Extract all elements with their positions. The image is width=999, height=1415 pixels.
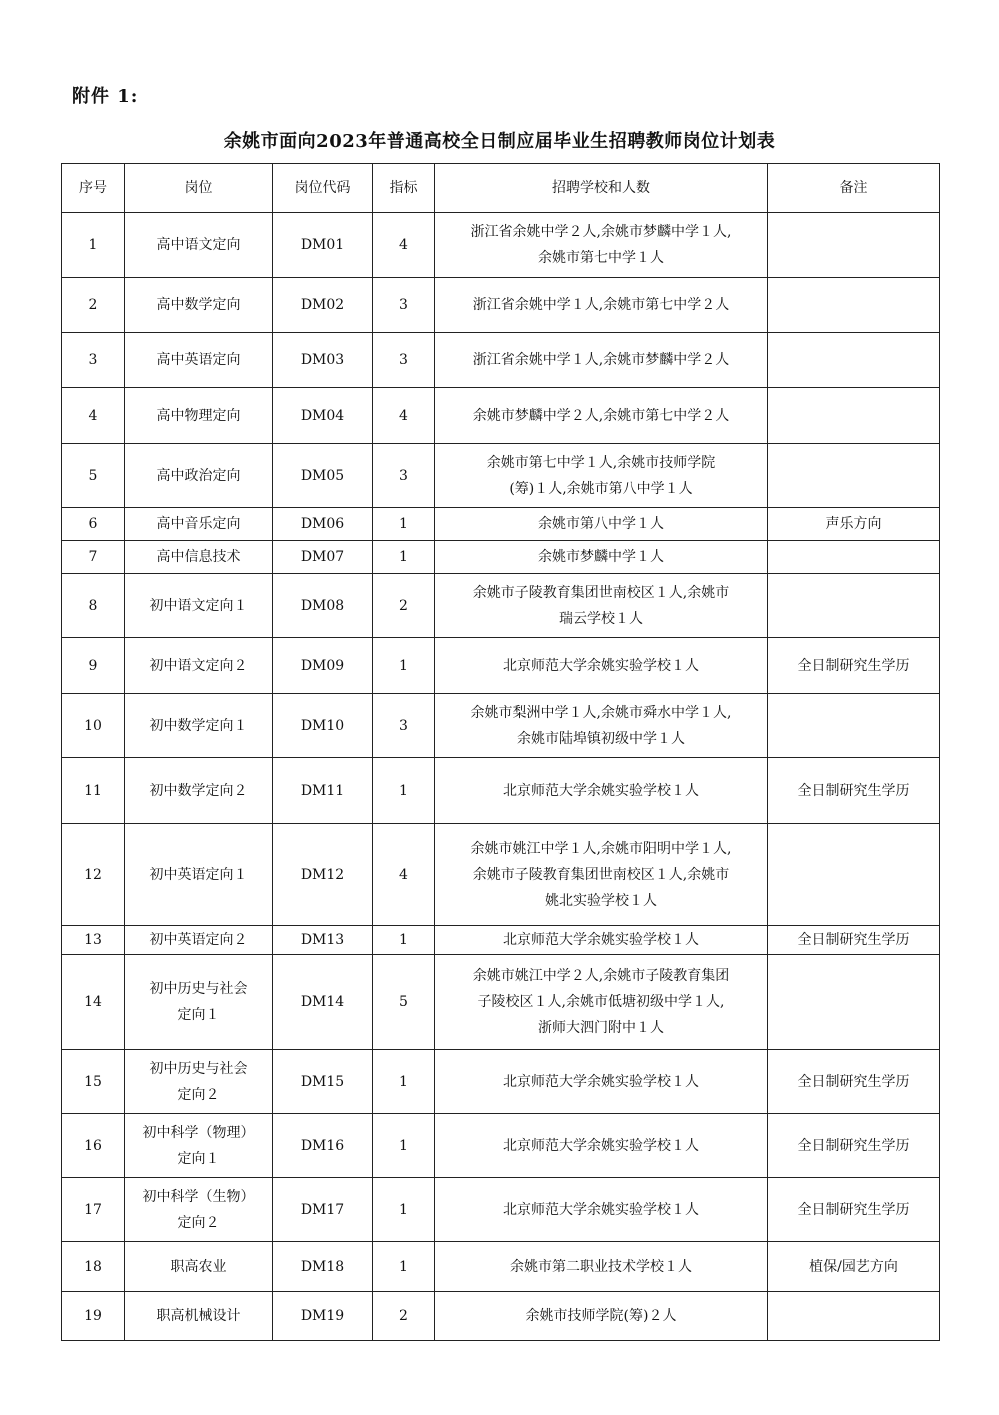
cell-quota: 4 (373, 824, 435, 926)
table-row (62, 508, 940, 541)
cell-no: 8 (62, 574, 125, 638)
cell-quota: 4 (373, 388, 435, 444)
cell-note: 全日制研究生学历 (768, 1050, 940, 1114)
cell-position: 初中语文定向１ (125, 574, 273, 638)
cell-no: 7 (62, 541, 125, 574)
cell-schools: 余姚市第八中学１人 (435, 508, 768, 541)
cell-schools: 余姚市姚江中学２人,余姚市子陵教育集团 子陵校区１人,余姚市低塘初级中学１人, 浙师大泗门附中１人 (435, 955, 768, 1050)
cell-no: 17 (62, 1178, 125, 1242)
cell-code: DM08 (273, 574, 373, 638)
cell-quota: 1 (373, 638, 435, 694)
header-code: 岗位代码 (273, 164, 373, 213)
header-no: 序号 (62, 164, 125, 213)
table-row (62, 388, 940, 444)
cell-quota: 1 (373, 1178, 435, 1242)
table-row (62, 444, 940, 508)
cell-no: 12 (62, 824, 125, 926)
header-note: 备注 (768, 164, 940, 213)
cell-quota: 1 (373, 508, 435, 541)
cell-schools: 余姚市技师学院(筹)２人 (435, 1292, 768, 1341)
cell-quota: 2 (373, 1292, 435, 1341)
cell-note (768, 955, 940, 1050)
cell-quota: 2 (373, 574, 435, 638)
cell-note (768, 574, 940, 638)
cell-position: 初中英语定向２ (125, 926, 273, 955)
cell-no: 10 (62, 694, 125, 758)
cell-schools: 北京师范大学余姚实验学校１人 (435, 1178, 768, 1242)
cell-code: DM04 (273, 388, 373, 444)
table-row (62, 758, 940, 824)
cell-quota: 4 (373, 213, 435, 278)
cell-note: 植保/园艺方向 (768, 1242, 940, 1292)
recruitment-plan-table (61, 163, 940, 1341)
cell-schools: 浙江省余姚中学１人,余姚市第七中学２人 (435, 278, 768, 333)
cell-position: 高中音乐定向 (125, 508, 273, 541)
cell-quota: 3 (373, 694, 435, 758)
cell-no: 6 (62, 508, 125, 541)
cell-code: DM11 (273, 758, 373, 824)
table-row (62, 694, 940, 758)
cell-quota: 1 (373, 1050, 435, 1114)
cell-code: DM19 (273, 1292, 373, 1341)
cell-schools: 北京师范大学余姚实验学校１人 (435, 638, 768, 694)
cell-position: 初中语文定向２ (125, 638, 273, 694)
cell-schools: 北京师范大学余姚实验学校１人 (435, 758, 768, 824)
cell-code: DM01 (273, 213, 373, 278)
cell-position: 高中语文定向 (125, 213, 273, 278)
cell-note (768, 1292, 940, 1341)
cell-note (768, 444, 940, 508)
cell-schools: 北京师范大学余姚实验学校１人 (435, 1114, 768, 1178)
table-row (62, 955, 940, 1050)
cell-note (768, 694, 940, 758)
cell-position: 初中科学（生物） 定向２ (125, 1178, 273, 1242)
cell-code: DM10 (273, 694, 373, 758)
header-row (62, 164, 940, 213)
table-row (62, 278, 940, 333)
cell-quota: 5 (373, 955, 435, 1050)
cell-no: 13 (62, 926, 125, 955)
cell-quota: 1 (373, 1114, 435, 1178)
header-schools: 招聘学校和人数 (435, 164, 768, 213)
cell-schools: 浙江省余姚中学１人,余姚市梦麟中学２人 (435, 333, 768, 388)
table-row (62, 333, 940, 388)
cell-note: 全日制研究生学历 (768, 1178, 940, 1242)
cell-code: DM18 (273, 1242, 373, 1292)
cell-position: 高中数学定向 (125, 278, 273, 333)
cell-quota: 3 (373, 444, 435, 508)
table-row (62, 824, 940, 926)
cell-schools: 余姚市第七中学１人,余姚市技师学院 (筹)１人,余姚市第八中学１人 (435, 444, 768, 508)
cell-position: 初中数学定向２ (125, 758, 273, 824)
cell-position: 职高机械设计 (125, 1292, 273, 1341)
cell-code: DM06 (273, 508, 373, 541)
cell-schools: 浙江省余姚中学２人,余姚市梦麟中学１人, 余姚市第七中学１人 (435, 213, 768, 278)
cell-code: DM15 (273, 1050, 373, 1114)
cell-note: 全日制研究生学历 (768, 758, 940, 824)
cell-position: 职高农业 (125, 1242, 273, 1292)
header-quota: 指标 (373, 164, 435, 213)
cell-position: 高中物理定向 (125, 388, 273, 444)
cell-quota: 1 (373, 758, 435, 824)
cell-quota: 1 (373, 926, 435, 955)
table-row (62, 213, 940, 278)
table-row (62, 926, 940, 955)
cell-note: 全日制研究生学历 (768, 638, 940, 694)
cell-schools: 余姚市第二职业技术学校１人 (435, 1242, 768, 1292)
attachment-label: 附件 1: (72, 86, 139, 107)
table-row (62, 541, 940, 574)
cell-no: 4 (62, 388, 125, 444)
cell-schools: 余姚市梦麟中学２人,余姚市第七中学２人 (435, 388, 768, 444)
cell-quota: 1 (373, 1242, 435, 1292)
cell-schools: 余姚市梦麟中学１人 (435, 541, 768, 574)
cell-note (768, 278, 940, 333)
cell-no: 3 (62, 333, 125, 388)
cell-code: DM09 (273, 638, 373, 694)
cell-note (768, 541, 940, 574)
cell-note (768, 333, 940, 388)
cell-position: 初中历史与社会 定向１ (125, 955, 273, 1050)
cell-code: DM13 (273, 926, 373, 955)
cell-position: 初中科学（物理） 定向１ (125, 1114, 273, 1178)
cell-schools: 北京师范大学余姚实验学校１人 (435, 926, 768, 955)
cell-position: 高中信息技术 (125, 541, 273, 574)
cell-code: DM12 (273, 824, 373, 926)
cell-code: DM03 (273, 333, 373, 388)
cell-note: 声乐方向 (768, 508, 940, 541)
cell-no: 5 (62, 444, 125, 508)
cell-schools: 余姚市子陵教育集团世南校区１人,余姚市 瑞云学校１人 (435, 574, 768, 638)
table-row (62, 1292, 940, 1341)
document-title: 余姚市面向2023年普通高校全日制应届毕业生招聘教师岗位计划表 (223, 131, 776, 152)
table-row (62, 1114, 940, 1178)
cell-schools: 余姚市姚江中学１人,余姚市阳明中学１人, 余姚市子陵教育集团世南校区１人,余姚市 姚北实验学校１人 (435, 824, 768, 926)
cell-code: DM14 (273, 955, 373, 1050)
cell-code: DM05 (273, 444, 373, 508)
table-row (62, 1050, 940, 1114)
table-row (62, 1242, 940, 1292)
table-body (62, 213, 940, 1341)
cell-no: 1 (62, 213, 125, 278)
cell-note (768, 213, 940, 278)
cell-no: 9 (62, 638, 125, 694)
cell-position: 高中英语定向 (125, 333, 273, 388)
cell-position: 初中历史与社会 定向２ (125, 1050, 273, 1114)
cell-quota: 3 (373, 278, 435, 333)
cell-code: DM16 (273, 1114, 373, 1178)
cell-schools: 北京师范大学余姚实验学校１人 (435, 1050, 768, 1114)
cell-schools: 余姚市梨洲中学１人,余姚市舜水中学１人, 余姚市陆埠镇初级中学１人 (435, 694, 768, 758)
table-row (62, 574, 940, 638)
cell-no: 2 (62, 278, 125, 333)
cell-no: 18 (62, 1242, 125, 1292)
cell-no: 19 (62, 1292, 125, 1341)
cell-position: 初中英语定向１ (125, 824, 273, 926)
cell-no: 14 (62, 955, 125, 1050)
header-position: 岗位 (125, 164, 273, 213)
cell-note: 全日制研究生学历 (768, 1114, 940, 1178)
cell-note: 全日制研究生学历 (768, 926, 940, 955)
cell-quota: 3 (373, 333, 435, 388)
cell-position: 初中数学定向１ (125, 694, 273, 758)
cell-note (768, 388, 940, 444)
cell-code: DM07 (273, 541, 373, 574)
cell-note (768, 824, 940, 926)
cell-no: 15 (62, 1050, 125, 1114)
table-row (62, 638, 940, 694)
cell-code: DM17 (273, 1178, 373, 1242)
cell-no: 16 (62, 1114, 125, 1178)
cell-quota: 1 (373, 541, 435, 574)
table-row (62, 1178, 940, 1242)
cell-no: 11 (62, 758, 125, 824)
cell-position: 高中政治定向 (125, 444, 273, 508)
cell-code: DM02 (273, 278, 373, 333)
